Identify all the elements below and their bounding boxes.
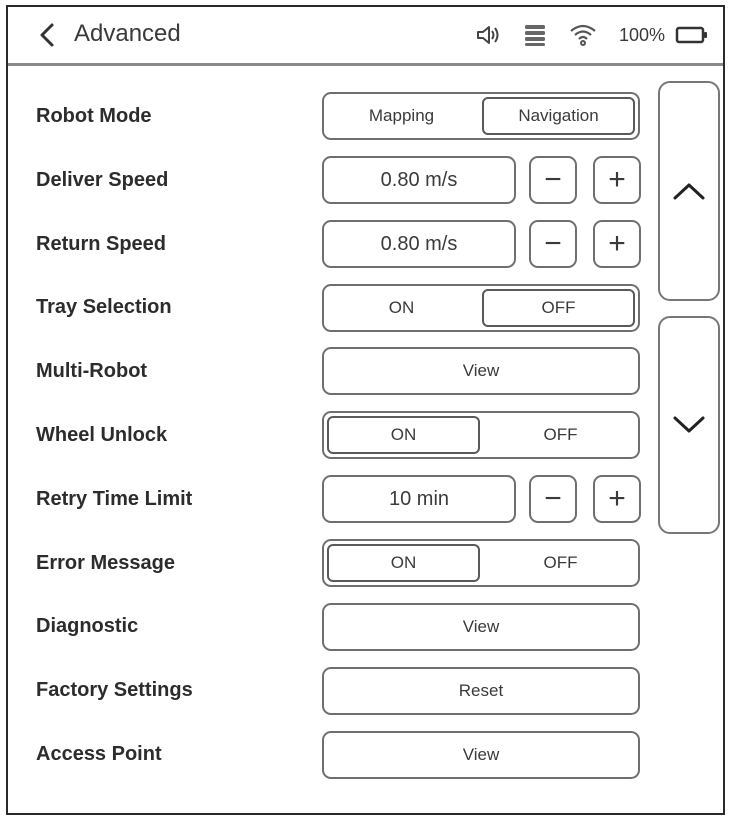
stack-icon xyxy=(523,23,547,47)
wifi-icon xyxy=(569,23,597,47)
header-bar xyxy=(8,7,723,66)
option-on[interactable]: ON xyxy=(388,298,415,317)
chevron-up-icon xyxy=(672,181,706,201)
battery-icon xyxy=(675,25,709,45)
status-bar xyxy=(475,21,709,49)
return-speed-plus-button[interactable]: + xyxy=(593,220,641,268)
wheel-unlock-toggle[interactable] xyxy=(322,411,640,459)
label-wheel-unlock: Wheel Unlock xyxy=(36,424,168,446)
diagnostic-view-button[interactable]: View xyxy=(322,603,640,651)
page-title: Advanced xyxy=(74,20,181,47)
option-on[interactable]: ON xyxy=(327,544,480,582)
label-robot-mode: Robot Mode xyxy=(36,105,152,127)
multi-robot-view-button[interactable]: View xyxy=(322,347,640,395)
battery-percentage: 100% xyxy=(618,24,665,45)
label-factory-settings: Factory Settings xyxy=(36,679,193,701)
factory-reset-button[interactable]: Reset xyxy=(322,667,640,715)
option-navigation[interactable]: Navigation xyxy=(482,97,635,135)
speaker-icon xyxy=(475,23,501,47)
label-access-point: Access Point xyxy=(36,743,162,765)
option-mapping[interactable]: Mapping xyxy=(368,106,435,125)
option-on[interactable]: ON xyxy=(327,416,480,454)
label-diagnostic: Diagnostic xyxy=(36,615,139,637)
label-retry-time-limit: Retry Time Limit xyxy=(36,488,193,510)
scroll-down-button[interactable] xyxy=(658,316,720,534)
tray-selection-toggle[interactable] xyxy=(322,284,640,332)
advanced-settings-screen xyxy=(6,5,725,815)
label-tray-selection: Tray Selection xyxy=(36,296,172,318)
option-off[interactable]: OFF xyxy=(543,553,578,572)
error-message-toggle[interactable] xyxy=(322,539,640,587)
retry-time-value: 10 min xyxy=(322,475,516,523)
label-deliver-speed: Deliver Speed xyxy=(36,169,169,191)
deliver-speed-plus-button[interactable]: + xyxy=(593,156,641,204)
option-off[interactable]: OFF xyxy=(543,425,578,444)
access-point-view-button[interactable]: View xyxy=(322,731,640,779)
label-return-speed: Return Speed xyxy=(36,233,167,255)
retry-time-minus-button[interactable]: − xyxy=(529,475,577,523)
chevron-left-icon[interactable] xyxy=(34,21,62,49)
chevron-down-icon xyxy=(672,415,706,435)
label-error-message: Error Message xyxy=(36,552,175,574)
return-speed-value: 0.80 m/s xyxy=(322,220,516,268)
option-off[interactable]: OFF xyxy=(482,289,635,327)
scroll-up-button[interactable] xyxy=(658,81,720,301)
retry-time-plus-button[interactable]: + xyxy=(593,475,641,523)
robot-mode-toggle[interactable] xyxy=(322,92,640,140)
deliver-speed-minus-button[interactable]: − xyxy=(529,156,577,204)
return-speed-minus-button[interactable]: − xyxy=(529,220,577,268)
deliver-speed-value: 0.80 m/s xyxy=(322,156,516,204)
label-multi-robot: Multi-Robot xyxy=(36,360,148,382)
